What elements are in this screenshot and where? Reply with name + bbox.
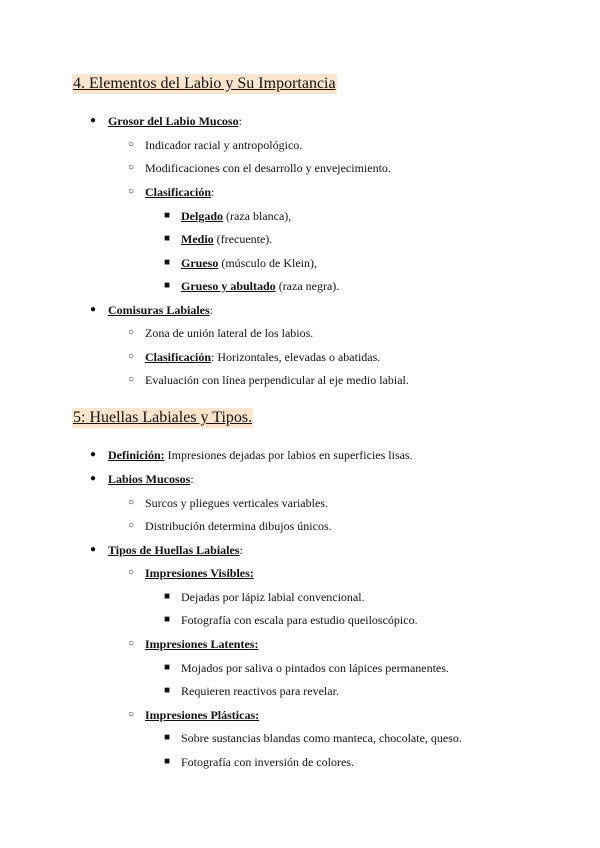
list-item: Fotografía con inversión de colores.	[181, 755, 354, 769]
list-item-comisuras: Comisuras Labiales:	[108, 303, 214, 317]
list-item-labios: Labios Mucosos:	[108, 472, 194, 486]
square-bullet-icon: ■	[163, 210, 171, 221]
disc-bullet-icon: ●	[89, 449, 97, 460]
disc-bullet-icon: ●	[89, 304, 97, 315]
term-label: Impresiones Plásticas	[145, 708, 256, 722]
term-label: Clasificación	[145, 185, 211, 199]
term-label: Delgado	[181, 209, 223, 223]
list-item-tipos: Tipos de Huellas Labiales:	[108, 543, 243, 557]
list-item: Distribución determina dibujos únicos.	[145, 519, 332, 533]
circle-bullet-icon: ○	[127, 327, 135, 338]
section-heading-5: 5: Huellas Labiales y Tipos.	[73, 409, 253, 426]
circle-bullet-icon: ○	[127, 709, 135, 720]
term-label: Grueso y abultado	[181, 279, 276, 293]
square-bullet-icon: ■	[163, 756, 171, 767]
list-item: Fotografía con escala para estudio queiloscópico.	[181, 613, 418, 627]
list-item: Dejadas por lápiz labial convencional.	[181, 590, 365, 604]
term-label: Impresiones Visibles	[145, 566, 250, 580]
list-item: Evaluación con línea perpendicular al eje medio labial.	[145, 373, 409, 387]
disc-bullet-icon: ●	[89, 544, 97, 555]
list-item: Medio (frecuente).	[181, 232, 273, 246]
circle-bullet-icon: ○	[127, 638, 135, 649]
disc-bullet-icon: ●	[89, 473, 97, 484]
section-heading-4: 4. Elementos del Labio y Su Importancia	[73, 75, 336, 92]
list-item: Sobre sustancias blandas como manteca, chocolate, queso.	[181, 731, 462, 745]
list-item-latentes: Impresiones Latentes:	[145, 637, 259, 651]
term-label: Impresiones Latentes	[145, 637, 255, 651]
circle-bullet-icon: ○	[127, 186, 135, 197]
list-item: Grueso (músculo de Klein),	[181, 256, 317, 270]
term-label: Labios Mucosos	[108, 472, 191, 486]
list-item: Requieren reactivos para revelar.	[181, 684, 339, 698]
disc-bullet-icon: ●	[89, 115, 97, 126]
circle-bullet-icon: ○	[127, 374, 135, 385]
list-item: Mojados por saliva o pintados con lápices permanentes.	[181, 661, 449, 675]
circle-bullet-icon: ○	[127, 520, 135, 531]
list-item: Zona de unión lateral de los labios.	[145, 326, 314, 340]
square-bullet-icon: ■	[163, 662, 171, 673]
square-bullet-icon: ■	[163, 257, 171, 268]
list-item-definicion: Definición: Impresiones dejadas por labios en superficies lisas.	[108, 448, 413, 462]
list-item: Indicador racial y antropológico.	[145, 138, 303, 152]
term-label: Medio	[181, 232, 214, 246]
list-item: Grueso y abultado (raza negra).	[181, 279, 340, 293]
term-label: Grueso	[181, 256, 219, 270]
circle-bullet-icon: ○	[127, 497, 135, 508]
list-item-visibles: Impresiones Visibles:	[145, 566, 254, 580]
square-bullet-icon: ■	[163, 685, 171, 696]
list-item: Modificaciones con el desarrollo y envejecimiento.	[145, 161, 391, 175]
term-label: Tipos de Huellas Labiales	[108, 543, 240, 557]
square-bullet-icon: ■	[163, 280, 171, 291]
list-item-clasificacion: Clasificación:	[145, 185, 215, 199]
square-bullet-icon: ■	[163, 233, 171, 244]
term-label: Grosor del Labio Mucoso	[108, 114, 239, 128]
square-bullet-icon: ■	[163, 732, 171, 743]
term-label: Definición:	[108, 448, 165, 462]
circle-bullet-icon: ○	[127, 351, 135, 362]
list-item-plasticas: Impresiones Plásticas:	[145, 708, 260, 722]
list-item: Surcos y pliegues verticales variables.	[145, 496, 328, 510]
circle-bullet-icon: ○	[127, 139, 135, 150]
circle-bullet-icon: ○	[127, 162, 135, 173]
square-bullet-icon: ■	[163, 591, 171, 602]
list-item: Delgado (raza blanca),	[181, 209, 292, 223]
circle-bullet-icon: ○	[127, 567, 135, 578]
list-item: Clasificación: Horizontales, elevadas o abatidas.	[145, 350, 381, 364]
list-item-grosor: Grosor del Labio Mucoso:	[108, 114, 242, 128]
square-bullet-icon: ■	[163, 614, 171, 625]
term-label: Clasificación	[145, 350, 211, 364]
term-label: Comisuras Labiales	[108, 303, 210, 317]
